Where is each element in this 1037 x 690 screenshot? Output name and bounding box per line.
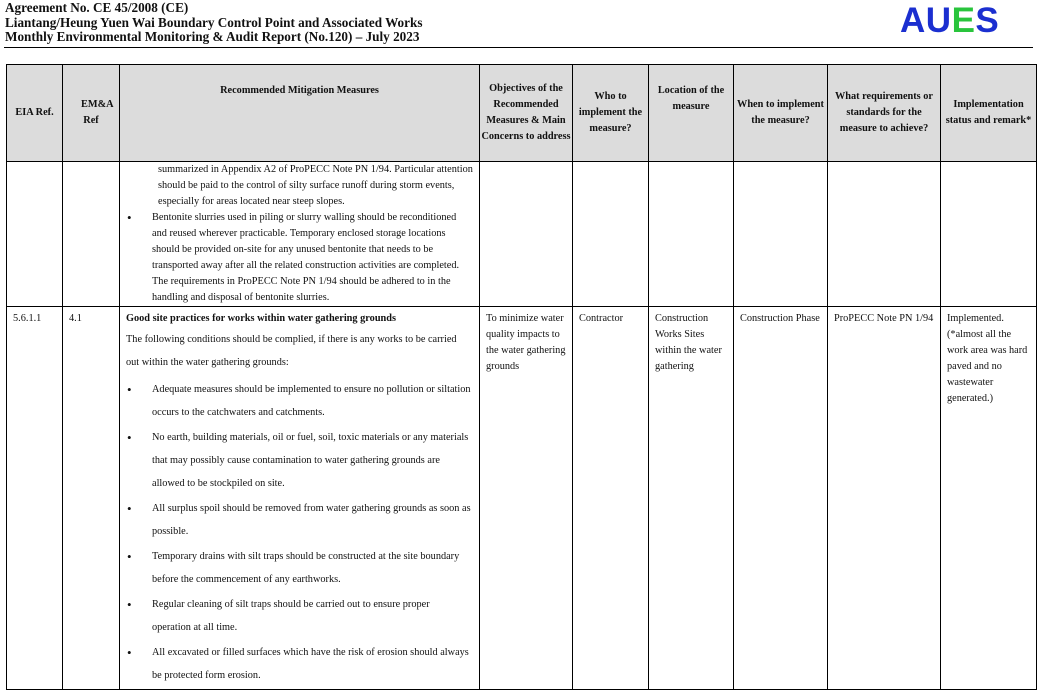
ema-ref-value: 4.1 (69, 313, 82, 324)
list-item-text: Regular cleaning of silt traps should be carried out to ensure proper operation at all time. (152, 599, 430, 633)
bullet-icon: • (127, 501, 132, 516)
cell-requirements (828, 307, 941, 690)
location-value: Construction Works Sites within the water gathering (655, 313, 722, 372)
logo-letter-a: A (900, 1, 926, 40)
list-item-text: Temporary drains with silt traps should be constructed at the site boundary before the commencement of any earthworks. (152, 551, 460, 585)
table-header-row (7, 65, 1037, 162)
bullet-list (120, 378, 471, 687)
bullet-icon: • (127, 645, 132, 660)
project-title: Liantang/Heung Yuen Wai Boundary Control Point and Associated Works (5, 14, 423, 30)
col-who: Who to implement the measure? (573, 65, 649, 162)
measure-intro: The following conditions should be complied, if there is any works to be carried out within the water gathering grounds: (126, 334, 457, 368)
header-divider (4, 47, 1033, 48)
cell-mitigation (120, 307, 480, 690)
mitigation-measures-table (6, 64, 1037, 690)
col-location: Location of the measure (649, 65, 734, 162)
col-objectives: Objectives of the Recommended Measures & Main Concerns to address (480, 65, 573, 162)
cell-status (941, 307, 1037, 690)
cell-status (941, 162, 1037, 307)
report-title: Monthly Environmental Monitoring & Audit Report (No.120) – July 2023 (5, 29, 420, 45)
cell-ema-ref (63, 307, 120, 690)
list-item (120, 497, 471, 543)
measure-title: Good site practices for works within water gathering grounds (126, 313, 397, 324)
bullet-icon: • (127, 597, 132, 612)
cell-eia-ref (7, 307, 63, 690)
table-row (7, 307, 1037, 690)
list-item-text: All surplus spoil should be removed from water gathering grounds as soon as possible. (152, 503, 471, 537)
bullet-icon: • (127, 549, 132, 564)
col-mitigation-measures: Recommended Mitigation Measures (120, 65, 480, 162)
list-item (120, 593, 471, 639)
when-value: Construction Phase (740, 313, 820, 324)
list-item (120, 378, 471, 424)
cell-location (649, 162, 734, 307)
logo-letter-u: U (925, 1, 952, 40)
cell-ema-ref (63, 162, 120, 307)
table-row (7, 162, 1037, 307)
requirements-value: ProPECC Note PN 1/94 (834, 313, 934, 324)
cell-when (734, 307, 828, 690)
list-item-text: Adequate measures should be implemented to ensure no pollution or siltation occurs to the catchwaters and catchments. (152, 384, 471, 418)
cell-mitigation (120, 162, 480, 307)
bullet-list (120, 210, 479, 306)
logo-letter-e: E (951, 1, 976, 40)
list-item-text: No earth, building materials, oil or fuel, soil, toxic materials or any materials that may possibly cause contamination to water gathering grounds are allowed to be stockpiled on site. (152, 432, 469, 489)
list-item-text: Bentonite slurries used in piling or slurry walling should be reconditioned and reused wherever practicable. Temporary enclosed storage locations should be provided on-site for any unused bentonite that needs to be transported away after all the related construction activities are completed. The requirements in ProPECC Note PN 1/94 should be adhered to in the handling and disposal of bentonite slurries. (152, 212, 460, 303)
agreement-number: Agreement No. CE 45/2008 (CE) (5, 0, 189, 15)
list-item (120, 426, 471, 495)
list-item-text: All excavated or filled surfaces which have the risk of erosion should always be protected form erosion. (152, 647, 469, 681)
col-status: Implementation status and remark* (941, 65, 1037, 162)
cell-who (573, 162, 649, 307)
col-ema-ref (63, 65, 120, 162)
logo-letter-s: S (975, 1, 1000, 40)
cell-when (734, 162, 828, 307)
status-value: Implemented. (*almost all the work area was hard paved and no wastewater generated.) (947, 313, 1028, 404)
list-item (120, 545, 471, 591)
bullet-icon: • (127, 382, 132, 397)
continuation-text: summarized in Appendix A2 of ProPECC Note PN 1/94. Particular attention should be paid to the control of silty surface runoff during storm events, especially for areas located near steep slopes. (158, 164, 473, 207)
list-item (120, 210, 473, 306)
eia-ref-value: 5.6.1.1 (13, 313, 42, 324)
cell-requirements (828, 162, 941, 307)
col-eia-ref: EIA Ref. (7, 65, 63, 162)
cell-eia-ref (7, 162, 63, 307)
who-value: Contractor (579, 313, 624, 324)
aues-logo (900, 3, 999, 39)
bullet-icon: • (127, 210, 132, 225)
cell-objectives (480, 307, 573, 690)
report-header (5, 1, 422, 45)
list-item (120, 641, 471, 687)
cell-location (649, 307, 734, 690)
col-requirements: What requirements or standards for the measure to achieve? (828, 65, 941, 162)
bullet-icon: • (127, 430, 132, 445)
cell-objectives (480, 162, 573, 307)
cell-who (573, 307, 649, 690)
col-ema-ref-label: EM&A Ref (81, 99, 114, 126)
col-when: When to implement the measure? (734, 65, 828, 162)
objectives-value: To minimize water quality impacts to the water gathering grounds (486, 313, 566, 372)
